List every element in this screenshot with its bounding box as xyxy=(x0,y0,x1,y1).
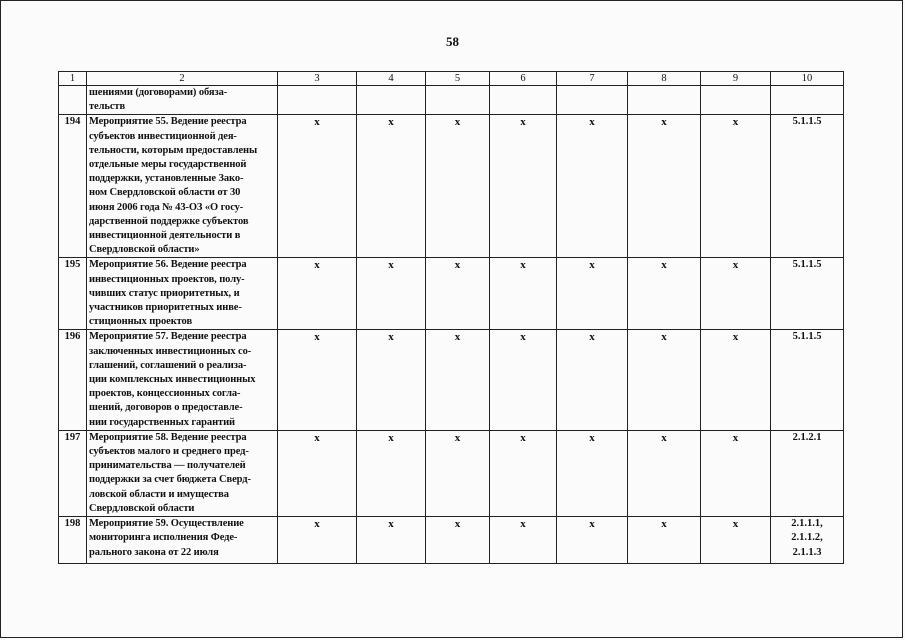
column-header: 6 xyxy=(490,72,557,86)
column-header: 10 xyxy=(771,72,844,86)
mark-cell: х xyxy=(557,115,628,258)
page-number: 58 xyxy=(446,34,459,49)
table-row xyxy=(59,330,844,430)
measure-description: Мероприятие 56. Ведение реестра инвестиционных проектов, полу- чивших статус приоритетных, и участников приоритетных инве- стиционных проектов xyxy=(87,258,278,330)
mark-cell: х xyxy=(490,430,557,516)
measure-description: Мероприятие 55. Ведение реестра субъектов инвестиционной дея- тельности, которым предоставлены отдельные меры государственной поддержки, установленные Зако- ном Свердловской области от 30 июня 2006 года № 43-ОЗ «О госу- дарственной поддержке субъектов инвестиционной деятельности в Свердловской области» xyxy=(87,115,278,258)
column-header: 1 xyxy=(59,72,87,86)
mark-cell: х xyxy=(701,430,771,516)
mark-cell: х xyxy=(278,517,357,564)
row-number xyxy=(59,86,87,115)
mark-cell: х xyxy=(426,115,490,258)
mark-cell: х xyxy=(557,330,628,430)
mark-cell: х xyxy=(628,330,701,430)
mark-cell: х xyxy=(490,330,557,430)
table-row xyxy=(59,258,844,330)
measure-description: шениями (договорами) обяза- тельств xyxy=(87,86,278,115)
column-header: 8 xyxy=(628,72,701,86)
mark-cell xyxy=(357,86,426,115)
row-number: 196 xyxy=(59,330,87,430)
table-header-row xyxy=(59,72,844,86)
target-code: 5.1.1.5 xyxy=(771,258,844,330)
mark-cell: х xyxy=(357,330,426,430)
mark-cell: х xyxy=(701,258,771,330)
mark-cell: х xyxy=(557,517,628,564)
row-number: 198 xyxy=(59,517,87,564)
column-header: 5 xyxy=(426,72,490,86)
mark-cell: х xyxy=(426,258,490,330)
column-header: 7 xyxy=(557,72,628,86)
mark-cell xyxy=(278,86,357,115)
mark-cell: х xyxy=(628,115,701,258)
mark-cell: х xyxy=(357,115,426,258)
measure-description: Мероприятие 58. Ведение реестра субъектов малого и среднего пред- принимательства — получателей поддержки за счет бюджета Сверд- ловской области и имущества Свердловской области xyxy=(87,430,278,516)
mark-cell: х xyxy=(278,258,357,330)
mark-cell: х xyxy=(426,430,490,516)
mark-cell: х xyxy=(426,517,490,564)
mark-cell: х xyxy=(628,517,701,564)
target-code: 2.1.1.1, 2.1.1.2, 2.1.1.3 xyxy=(771,517,844,564)
column-header: 4 xyxy=(357,72,426,86)
measure-description: Мероприятие 57. Ведение реестра заключенных инвестиционных со- глашений, соглашений о реализа- ции комплексных инвестиционных проектов, концессионных согла- шений, договоров о предоставле- нии государственных гарантий xyxy=(87,330,278,430)
row-number: 195 xyxy=(59,258,87,330)
mark-cell: х xyxy=(357,430,426,516)
mark-cell: х xyxy=(426,330,490,430)
table-row xyxy=(59,430,844,516)
mark-cell: х xyxy=(557,258,628,330)
target-code xyxy=(771,86,844,115)
mark-cell: х xyxy=(490,517,557,564)
mark-cell xyxy=(701,86,771,115)
mark-cell: х xyxy=(278,430,357,516)
mark-cell xyxy=(426,86,490,115)
mark-cell: х xyxy=(701,115,771,258)
table-row xyxy=(59,86,844,115)
mark-cell: х xyxy=(557,430,628,516)
mark-cell: х xyxy=(278,330,357,430)
mark-cell: х xyxy=(490,115,557,258)
target-code: 5.1.1.5 xyxy=(771,330,844,430)
table-row xyxy=(59,115,844,258)
mark-cell: х xyxy=(490,258,557,330)
mark-cell xyxy=(557,86,628,115)
target-code: 2.1.2.1 xyxy=(771,430,844,516)
column-header: 2 xyxy=(87,72,278,86)
mark-cell xyxy=(628,86,701,115)
column-header: 3 xyxy=(278,72,357,86)
table-body xyxy=(59,86,844,564)
mark-cell: х xyxy=(628,258,701,330)
measures-table xyxy=(58,71,844,564)
mark-cell: х xyxy=(357,517,426,564)
mark-cell: х xyxy=(701,330,771,430)
row-number: 197 xyxy=(59,430,87,516)
mark-cell: х xyxy=(701,517,771,564)
mark-cell: х xyxy=(278,115,357,258)
mark-cell: х xyxy=(357,258,426,330)
mark-cell xyxy=(490,86,557,115)
target-code: 5.1.1.5 xyxy=(771,115,844,258)
measure-description: Мероприятие 59. Осуществление мониторинга исполнения Феде- рального закона от 22 июля xyxy=(87,517,278,564)
table-row xyxy=(59,517,844,564)
row-number: 194 xyxy=(59,115,87,258)
mark-cell: х xyxy=(628,430,701,516)
column-header: 9 xyxy=(701,72,771,86)
